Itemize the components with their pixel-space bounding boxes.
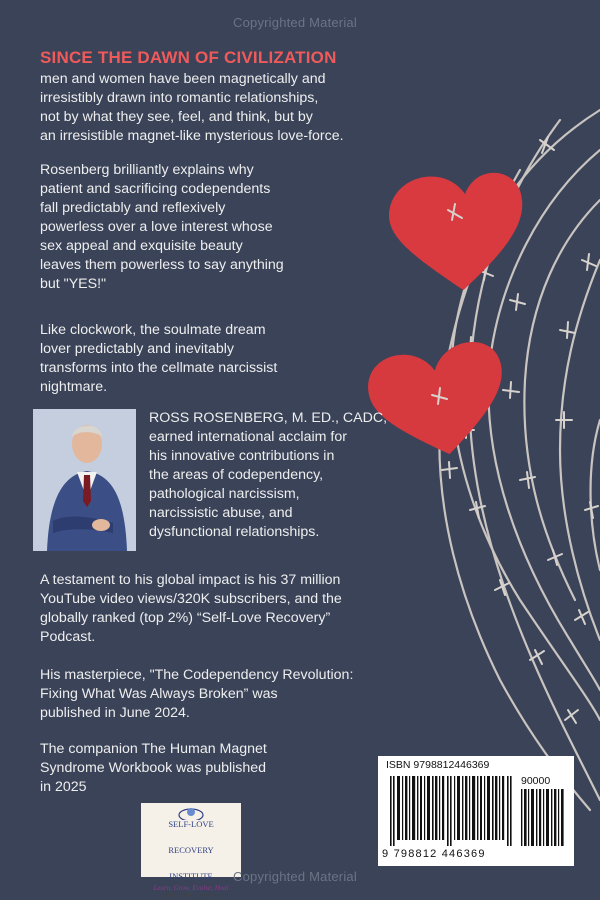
text-line: Like clockwork, the soulmate dream	[40, 322, 266, 338]
text-line: Syndrome Workbook was published	[40, 760, 267, 776]
text-line: pathological narcissism,	[149, 486, 300, 502]
text-line: His masterpiece, "The Codependency Revolution:	[40, 667, 354, 683]
rosenberg-paragraph	[40, 161, 284, 294]
author-photo	[33, 409, 136, 551]
headline: SINCE THE DAWN OF CIVILIZATION	[40, 48, 337, 67]
self-love-recovery-logo	[141, 803, 241, 899]
text-line: his innovative contributions in	[149, 448, 335, 464]
text-line: but "YES!"	[40, 276, 107, 292]
clockwork-paragraph	[40, 321, 277, 397]
bio-paragraph	[149, 409, 387, 542]
text-line: Rosenberg brilliantly explains why	[40, 162, 254, 178]
text-line: earned international acclaim for	[149, 429, 347, 445]
text-line: narcissistic abuse, and	[149, 505, 293, 521]
text-line: YouTube video views/320K subscribers, and the	[40, 591, 342, 607]
text-line: dysfunctional relationships.	[149, 524, 320, 540]
author-portrait-illustration	[33, 409, 136, 551]
logo-line-3: INSTITUTE	[169, 871, 213, 881]
logo-emblem-icon	[174, 806, 208, 820]
logo-line-2: RECOVERY	[168, 845, 214, 855]
text-line: Fixing What Was Always Broken” was	[40, 686, 278, 702]
text-line: ROSS ROSENBERG, M. ED., CADC,	[149, 410, 388, 426]
text-line: fall predictably and reflexively	[40, 200, 226, 216]
intro-paragraph	[40, 70, 344, 146]
testament-paragraph	[40, 571, 342, 647]
logo-url: Self-LoveRecovery.com	[161, 893, 221, 899]
isbn-label: ISBN 9798812446369	[386, 759, 490, 771]
text-line: an irresistible magnet-like mysterious love-force.	[40, 128, 344, 144]
text-line: A testament to his global impact is his 37 million	[40, 572, 341, 588]
copyright-watermark-top: Copyrighted Material	[233, 15, 357, 30]
text-line: the areas of codependency,	[149, 467, 324, 483]
isbn-barcode	[378, 756, 574, 866]
text-line: sex appeal and exquisite beauty	[40, 238, 243, 254]
text-line: transforms into the cellmate narcissist	[40, 360, 278, 376]
text-line: patient and sacrificing codependents	[40, 181, 271, 197]
text-line: globally ranked (top 2%) “Self-Love Recovery”	[40, 610, 331, 626]
text-line: men and women have been magnetically and	[40, 71, 326, 87]
text-line: nightmare.	[40, 379, 108, 395]
text-line: published in June 2024.	[40, 705, 190, 721]
masterpiece-paragraph	[40, 666, 353, 723]
text-line: powerless over a love interest whose	[40, 219, 273, 235]
text-line: not by what they see, feel, and think, but by	[40, 109, 313, 125]
barcode-bars-addon	[521, 789, 565, 846]
text-line: lover predictably and inevitably	[40, 341, 235, 357]
copyright-watermark-bottom: Copyrighted Material	[233, 869, 357, 884]
barcode-bars-main	[390, 776, 514, 846]
text-line: in 2025	[40, 779, 87, 795]
logo-tagline: Learn, Grow, Evolve, Heal	[153, 884, 229, 892]
price-code: 90000	[521, 775, 551, 787]
companion-paragraph	[40, 740, 267, 797]
text-line: irresistibly drawn into romantic relationships,	[40, 90, 319, 106]
text-line: Podcast.	[40, 629, 96, 645]
text-line: leaves them powerless to say anything	[40, 257, 284, 273]
text-line: The companion The Human Magnet	[40, 741, 267, 757]
barcode-number: 9 798812 446369	[382, 848, 486, 860]
logo-line-1: SELF-LOVE	[168, 819, 214, 829]
